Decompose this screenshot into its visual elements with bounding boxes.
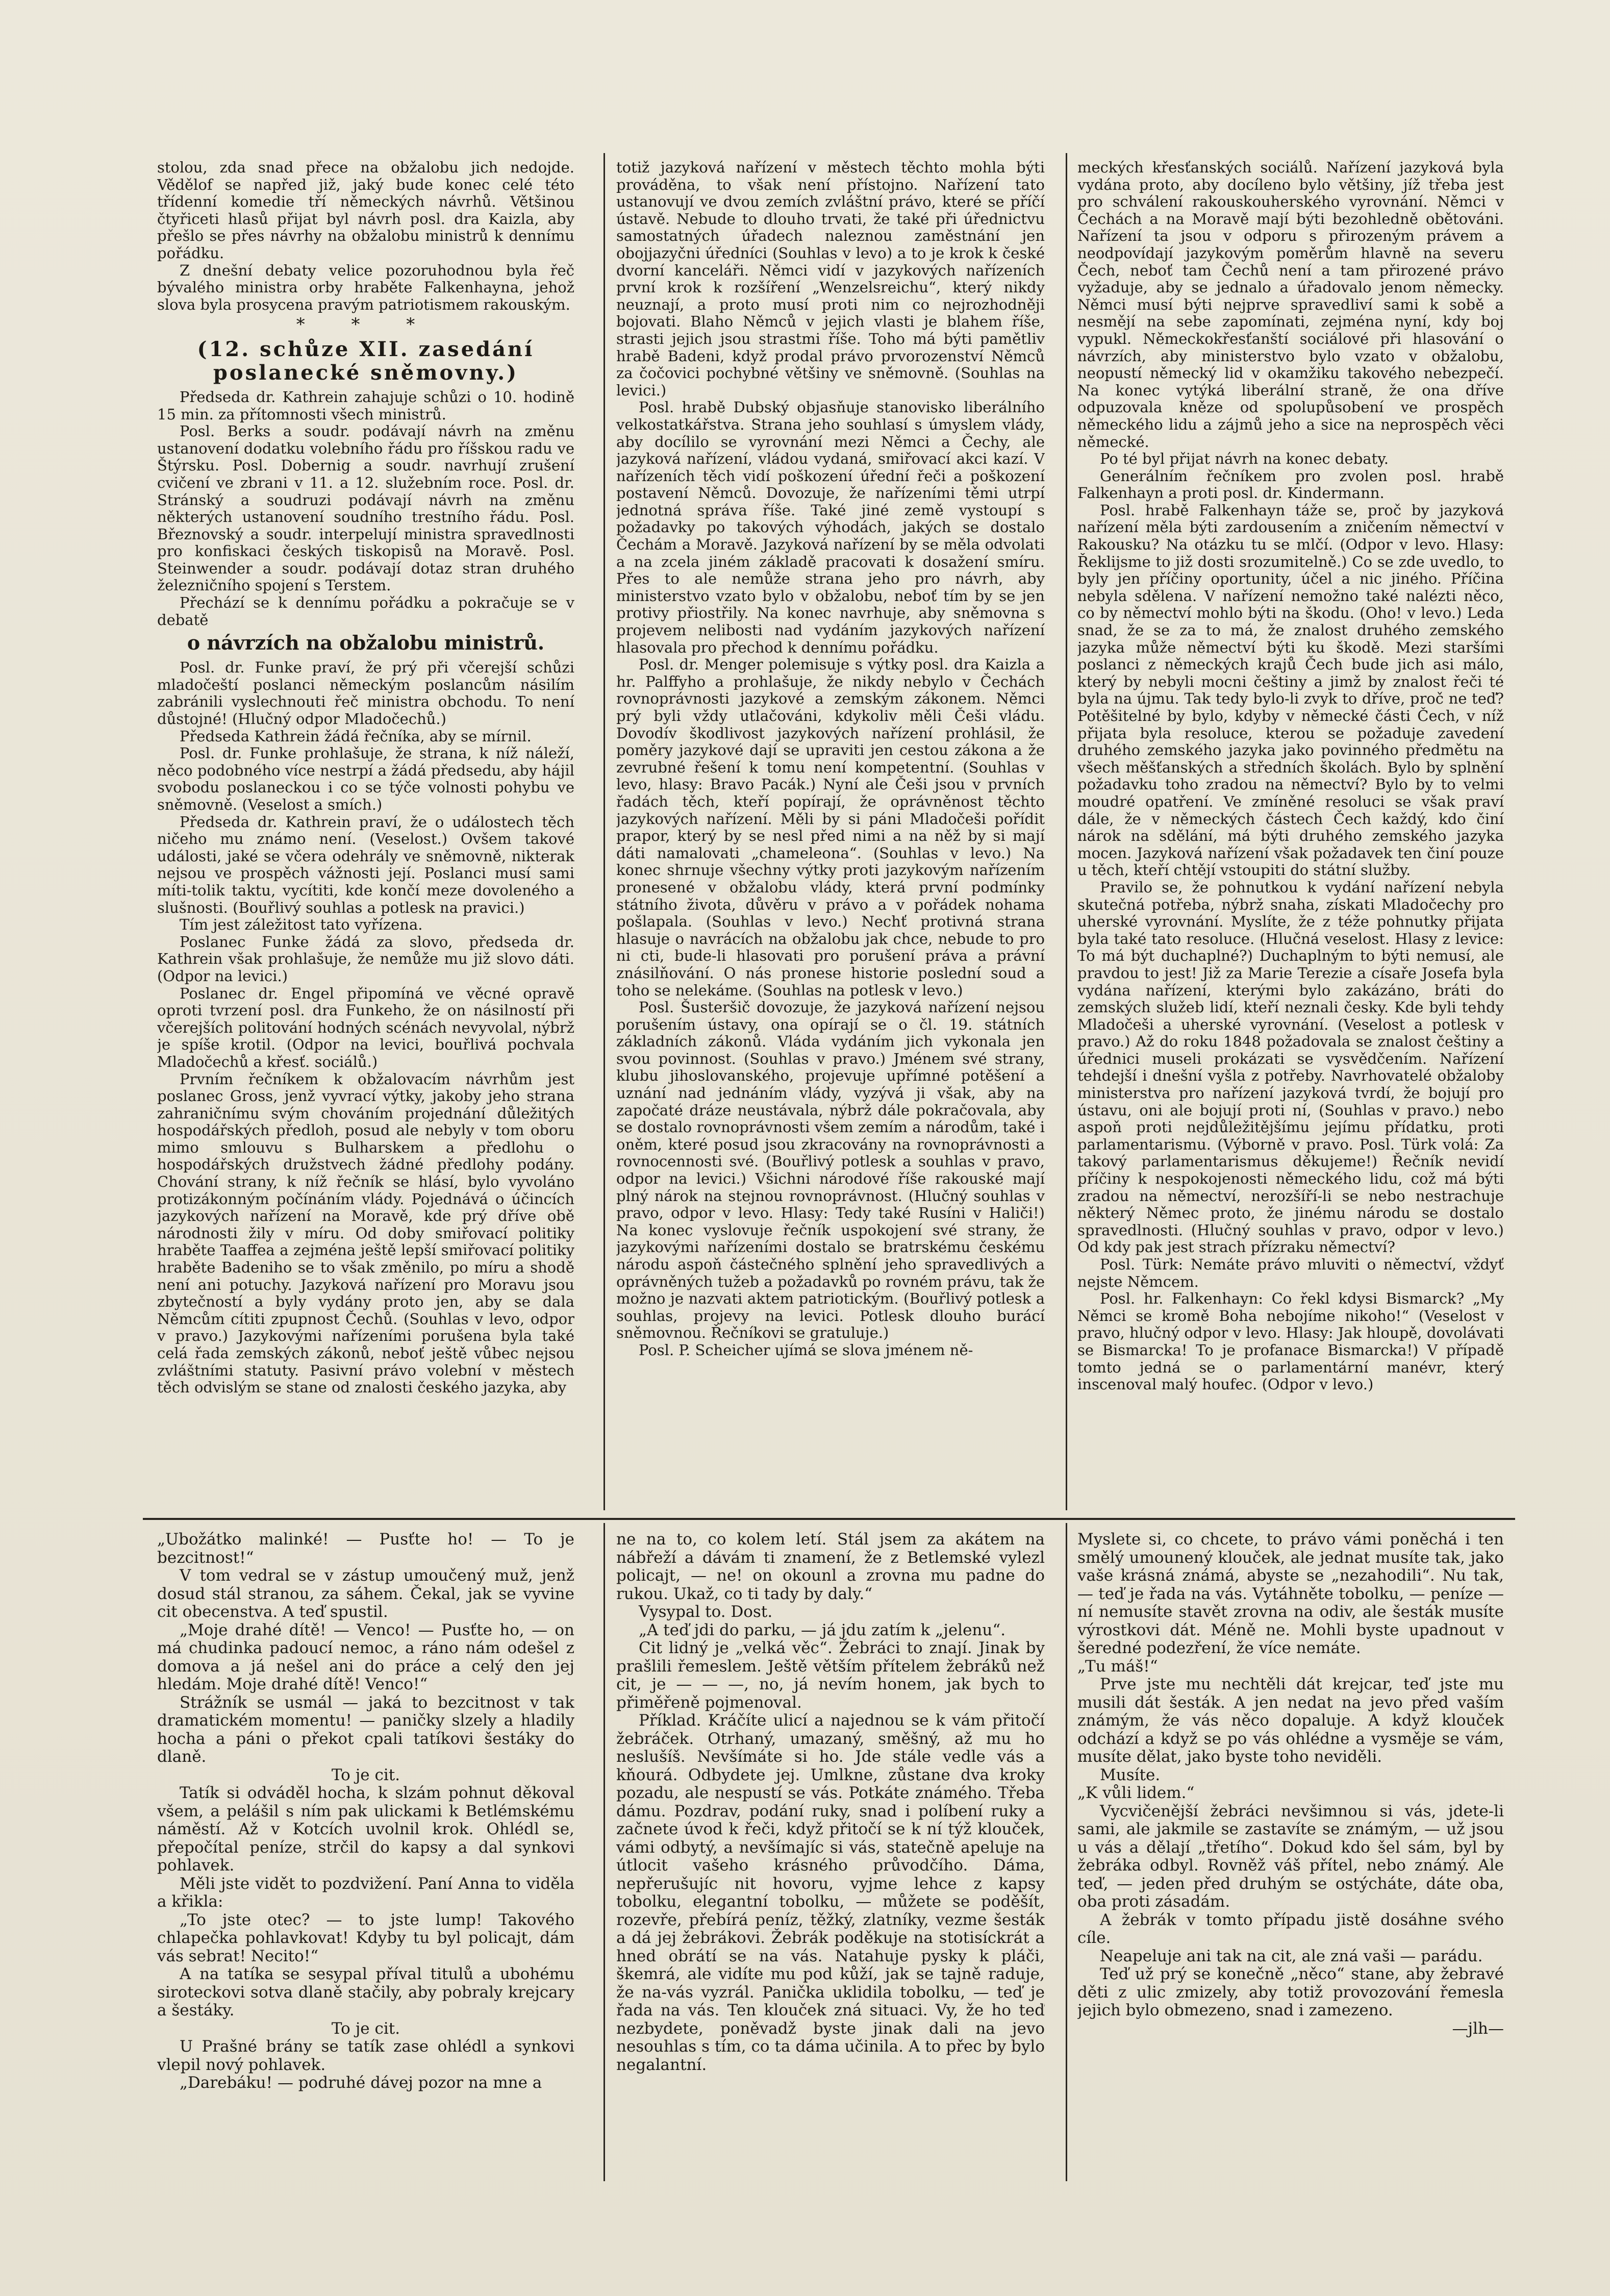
paragraph: „K vůli lidem.“: [1077, 1784, 1195, 1802]
feuilleton-column-3: [1077, 1531, 1504, 2179]
feuilleton-column-1: [157, 1531, 574, 2179]
paragraph: Přechází se k dennímu pořádku a pokračuje se v debatě: [157, 594, 574, 629]
paragraph: ne na to, co kolem letí. Stál jsem za akátem na nábřeží a dávám ti znamení, že z Betlemské vylezl policajt, — ne! on okounl a zrovna mu padne do rukou. Ukaž, co ti tady by daly.“: [616, 1531, 1045, 1603]
paragraph: —jlh—: [1452, 2019, 1504, 2038]
paragraph: „Moje drahé dítě! — Venco! — Pusťte ho, — on má chudinka padoucí nemoc, a ráno nám odešel z domova a já nešel ani do práce a celý den jej hledám. Moje drahé dítě! Venco!“: [157, 1620, 574, 1693]
article-column-3: [1077, 159, 1504, 1502]
paragraph: Předseda Kathrein žádá řečníka, aby se mírnil.: [180, 727, 532, 745]
paragraph: „Tu máš!“: [1077, 1657, 1158, 1676]
feuilleton-divider: [143, 1518, 1515, 1520]
paragraph: Strážník se usmál — jaká to bezcitnost v tak dramatickém momentu! — paničky slzely a hladily hocha a páni o překot cpali tatíkovi šestáky do dlaně.: [157, 1693, 574, 1766]
paragraph: „Darebáku! — podruhé dávej pozor na mne a: [180, 2074, 542, 2092]
paragraph: Generálním řečníkem pro zvolen posl. hrabě Falkenhayn a proti posl. dr. Kindermann.: [1077, 467, 1504, 502]
paragraph: V tom vedral se v zástup umoučený muž, jenž dosud stál stranou, za sáhem. Čekal, jak se vyvine cit obecenstva. A teď spustil.: [157, 1566, 574, 1621]
section-heading: (12. schůze XII. zasedání poslanecké sněmovny.): [197, 337, 535, 385]
paragraph: Musíte.: [1100, 1765, 1161, 1784]
paragraph: Posl. hrabě Falkenhayn táže se, proč by jazyková nařízení měla býti zardousením a zničením němectví v Rakousku? Na otázku tu se mlčí. (Odpor v levo. Hlasy: Řeklijsme to již dosti srozumitelně.) Co se zde uvedlo, to byly jen příčiny oportunity, účel a nic jiného. Příčina nebyla sdělena. V nařízení nemožno také nalézti něco, co by němectví mohlo býti na škodu. (Oho! v levo.) Leda snad, že se za to má, že znalost druhého zemského jazyka může němectví býti ku škodě. Mezi staršími poslanci z německých krajů Čech bude jich asi málo, který by nebyli mocni češtiny a jimž by znalost řeči té byla na újmu. Tak tedy bylo-li zvyk to dříve, proč ne teď? Potěšitelné by bylo, kdyby v německé části Čech, v níž přijata byla resoluce, kterou se požaduje zavedení druhého zemského jazyka jako povinného předmětu na všech měšťanských a středních školách. Bylo by splnění požadavku toho zradou na němectví? Bylo by to velmi moudré opatření. Ve zmíněné resoluci se však praví dále, že v německých částech Čech každý, kdo činí nárok na sdělání, má býti druhého zemského jazyka mocen. Jazyková nařízení však požadavek ten činí pouze u těch, kteří chtějí vstoupiti do státní služby.: [1077, 501, 1504, 879]
paragraph: Po té byl přijat návrh na konec debaty.: [1100, 450, 1389, 468]
paragraph: Posl. P. Scheicher ujímá se slova jménem ně-: [639, 1341, 973, 1359]
paragraph: „Ubožátko malinké! — Pusťte ho! — To je bezcitnost!“: [157, 1531, 574, 1567]
paragraph: Posl. dr. Menger polemisuje s výtky posl. dra Kaizla a hr. Palffyho a prohlašuje, že nikdy nebylo v Čechách rovnoprávnosti jazykové a zemským zákonem. Němci prý byli vždy utlačováni, kdykoliv měli Češi vládu. Dovodív škodlivost jazykových nařízení prohlásil, že poměry jazykové dají se upraviti jen cestou zákona a že zevrubné řešení k tomu není kompetentní. (Souhlas v levo, hlasy: Bravo Pacák.) Nyní ale Češi jsou v prvních řadách těch, kteří popírají, že oprávněnost těchto jazykových nařízení. Měli by si páni Mladočeši pořídit prapor, který by se nesl před nimi a na něž by si mají dáti namalovati „chameleona“. (Souhlas v levo.) Na konec shrnuje všechny výtky proti jazykovým nařízením pronesené v obžalobu vlády, která první podmínky státního života, důvěru v právo a v pořádek nohama pošlapala. (Souhlas v levo.) Nechť protivná strana hlasuje o navrácích na obžalobu jak chce, nebude to pro ni cti, bude-li hlasovati pro porušení práva a právní znásilňování. O nás pronese historie poslední soud a toho se nelekáme. (Souhlas na potlesk v levo.): [616, 656, 1045, 999]
paragraph: Poslanec dr. Engel připomíná ve věcné opravě oproti tvrzení posl. dra Funkeho, že on násilností při včerejších politování hodných scénách nevyvolal, nýbrž je spíše krotil. (Odpor na levici, bouřlivá pochvala Mladočechů a křesť. sociálů.): [157, 984, 574, 1070]
paragraph: Tím jest záležitost tato vyřízena.: [180, 916, 423, 934]
paragraph: Neapeluje ani tak na cit, ale zná vaši — parádu.: [1100, 1946, 1483, 1965]
paragraph: A na tatíka se sesypal příval titulů a ubohému siroteckovi sotva dlaně stačily, aby pobraly krejcary a šestáky.: [157, 1965, 574, 2019]
paragraph: Měli jste vidět to pozdvižení. Paní Anna to viděla a křikla:: [157, 1874, 574, 1911]
paragraph: Posl. dr. Funke praví, že prý při včerejší schůzi mladočeští poslanci německým poslancům násilím zabránili vyslechnouti řeč ministra obchodu. To není důstojné! (Hlučný odpor Mladočechů.): [157, 659, 574, 728]
column-divider: [603, 1523, 605, 2181]
paragraph: totiž jazyková nařízení v městech těchto mohla býti prováděna, to však není přístojno. Nařízení tato ustanovují ve dvou zemích zvláštní právo, které se příčí ústavě. Nebude to dlouho trvati, že také při úřednictvu samostatných úřadech naleznou zaměstnání jen obojjazyčni úředníci (Souhlas v levo) a to je krok k české dvorní kanceláři. Němci vidí v jazykových nařízeních první krok k rozšíření „Wenzelsreichu“, který nikdy neuznají, a proto musí proti nim co nejrozhodněji bojovati. Blaho Němců v jejich vlasti je blahem říše, strasti jejich jsou strastmi říše. Toho má býti pamětliv hrabě Badeni, když prodal právo prvorozenství Němců za čočovici pochybné většiny ve sněmovně. (Souhlas na levici.): [616, 159, 1045, 399]
column-divider: [603, 153, 605, 1510]
paragraph: Předseda dr. Kathrein praví, že o událostech těch ničeho mu známo není. (Veselost.) Ovšem takové události, jaké se včera odehrály ve sněmovně, nikterak nejsou ve prospěch vážnosti její. Poslanci musí sami míti-tolik taktu, vycítiti, kde končí meze dovoleného a slušnosti. (Bouřlivý souhlas a potlesk na pravici.): [157, 813, 574, 916]
paragraph: To je cit.: [331, 2019, 400, 2038]
paragraph: Příklad. Kráčíte ulicí a najednou se k vám přitočí žebráček. Otrhaný, umazaný, směšný, až mu ho neslušíš. Nevšímáte si ho. Jde stále vedle vás a kňourá. Odbydete jej. Umlkne, zůstane dva kroky pozadu, ale nespustí se vás. Potkáte známého. Třeba dámu. Pozdrav, podání ruky, snad i políbení ruky a začnete úvod k řeči, když přitočí se k ní týž klouček, vámi odbytý, a nevšímajíc si vás, statečně apeluje na útlocit vašeho krásného průvodčího. Dáma, nepřerušujíc nit hovoru, vyjme lehce z kapsy tobolku, elegantní tobolku, — můžete se poděšít, rozevře, přebírá peníz, těžký, zlatníky, vezme šesták a dá jej žebrákovi. Žebrák poděkuje na stotisíckrát a hned obrátí se na vás. Natahuje pysky k pláči, škemrá, ale vidíte mu pod kůží, jak se tajně raduje, že na-vás vyzrál. Panička uklidila tobolku, — teď je řada na vás. Ten klouček zná situaci. Vy, že ho teď nezbydete, poněvadž byste jinak dali na jevo nesouhlas s tím, co ta dáma učinila. A to přec by bylo negalantní.: [616, 1711, 1045, 2074]
paragraph: Vycvičenější žebráci nevšimnou si vás, jdete-li sami, ale jakmile se zastavíte se známým, — už jsou u vás a dělají „třetího“. Dokud kdo šel sám, byl by žebráka odbyl. Rovněž váš přítel, nebo známý. Ale teď, — jeden před druhým se ostýcháte, dáte oba, oba proti zásadám.: [1077, 1802, 1504, 1911]
paragraph: Prve jste mu nechtěli dát krejcar, teď jste mu musili dát šesták. A jen nedat na jevo před vaším známým, že vás něco dopaluje. A když klouček odchází a když se po vás ohlédne a vysměje se vám, musíte dělat, jako byste toho neviděli.: [1077, 1675, 1504, 1766]
paragraph: Pravilo se, že pohnutkou k vydání nařízení nebyla skutečná potřeba, nýbrž snaha, získati Mladočechy pro uherské vyrovnání. Myslíte, že z téže pohnutky přijata byla také tato resoluce. (Hlučná veselost. Hlasy z levice: To má být duchaplné?) Duchaplným to býti nemusí, ale pravdou to jest! Již za Marie Terezie a císaře Josefa byla vydána nařízení, kterými bylo zakázáno, bráti do zemských služeb lidí, kteří neznali česky. Kde byli tehdy Mladočeši a uherské vyrovnání. (Veselost a potlesk v pravo.) Až do roku 1848 požadovala se znalost češtiny a úřednici museli prokázati se vysvědčením. Nařízení tehdejší i dnešní vyšla z potřeby. Navrhovatelé obžaloby ministerstva pro nařízení jazyková tvrdí, že bojují pro ústavu, oni ale bojují proti ní, (Souhlas v pravo.) nebo aspoň proti nejdůležitějšímu jejímu přídatku, proti parlamentarismu. (Výborně v pravo. Posl. Türk volá: Za takový parlamentarismus děkujeme!) Řečník nevidí příčiny k nespokojenosti německého lidu, což má býti zradou na němectví, nerozšíří-li se nebo nestrachuje některý Němec proto, že jinému národu se dostalo spravedlnosti. (Hlučný souhlas v pravo, odpor v levo.) Od kdy pak jest strach přízraku němectví?: [1077, 878, 1504, 1256]
article-column-2: [616, 159, 1045, 1502]
paragraph: Posl. Berks a soudr. podávají návrh na změnu ustanovení dodatku volebního řádu pro říšskou radu ve Štýrsku. Posl. Dobernig a soudr. navrhují zrušení cvičení ve zbrani v 11. a 12. služebním roce. Posl. dr. Stránský a soudruzi podávají návrh na změnu některých ustanovení soudního trestního řádu. Posl. Březnovský a soudr. interpelují ministra spravedlnosti pro konfiskaci českých tiskopisů na Moravě. Posl. Steinwender a soudr. podávají dotaz stran druhého železničního spojení s Terstem.: [157, 422, 574, 594]
paragraph: stolou, zda snad přece na obžalobu jich nedojde. Vědělof se napřed již, jaký bude konec celé této třídenní komedie tří německých návrhů. Většinou čtyřiceti hlasů přijat byl návrh posl. dra Kaizla, aby přešlo se přes návrhy na obžalobu ministrů k dennímu pořádku.: [157, 159, 574, 262]
paragraph: A žebrák v tomto případu jistě dosáhne svého cíle.: [1077, 1910, 1504, 1947]
paragraph: Předseda dr. Kathrein zahajuje schůzi o 10. hodině 15 min. za přítomnosti všech ministrů.: [157, 388, 574, 423]
paragraph: meckých křesťanských sociálů. Nařízení jazyková byla vydána proto, aby docíleno bylo většiny, jíž třeba jest pro schválení rakouskouherského vyrovnání. Němci v Čechách a na Moravě mají býti bezohledně obětováni. Nařízení ta jsou v odporu s přirozeným právem a neodpovídají jazykovým poměrům hlavně na severu Čech, neboť tam Čechů není a tam přirozené právo vyžaduje, aby se jednalo a úřadovalo jenom německy. Němci musí býti nejprve spravedliví sami k sobě a nesmějí na sebe zapomínati, zejména nyní, kdy boj vypukl. Německokřesťanští sociálové při hlasování o návrzích, aby ministerstvo bylo vzato v obžalobu, neopustí německý lid v okamžiku takového nebezpečí. Na konec vytýká liberální straně, že ona dříve odpuzovala kněze od spolupůsobení ve prospěch německého lidu a zájmů jeho a sice na neprospěch věci německé.: [1077, 159, 1504, 451]
section-heading: o návrzích na obžalobu ministrů.: [187, 631, 545, 655]
paragraph: Poslanec Funke žádá za slovo, předseda dr. Kathrein však prohlašuje, že nemůže mu již slovo dáti. (Odpor na levici.): [157, 933, 574, 985]
column-divider: [1066, 153, 1067, 1510]
paragraph: Vysypal to. Dost.: [639, 1603, 773, 1621]
paragraph: Z dnešní debaty velice pozoruhodnou byla řeč bývalého ministra orby hraběte Falkenhayna, jehož slova byla prosycena pravým patriotismem rakouským.: [157, 261, 574, 313]
paragraph: U Prašné brány se tatík zase ohlédl a synkovi vlepil nový pohlavek.: [157, 2037, 574, 2074]
paragraph: Tatík si odváděl hocha, k slzám pohnut děkoval všem, a pelášil s ním pak ulickami k Betlémskému náměstí. Až v Kotcích uvolnil krok. Ohlédl se, přepočítal peníze, strčil do kapsy a dal synkovi pohlavek.: [157, 1784, 574, 1875]
paragraph: Posl. hr. Falkenhayn: Co řekl kdysi Bismarck? „My Němci se kromě Boha nebojíme nikoho!“ (Veselost v pravo, hlučný odpor v levo. Hlasy: Jak hloupě, dovolávati se Bismarcka! To je profanace Bismarcka!) V případě tomto jedná se o parlamentární manévr, který inscenoval malý houfec. (Odpor v levo.): [1077, 1290, 1504, 1393]
feuilleton-column-2: [616, 1531, 1045, 2179]
paragraph: „To jste otec? — to jste lump! Takového chlapečka pohlavkovat! Kdyby tu byl policajt, dám vás sebrat! Necito!“: [157, 1910, 574, 1965]
paragraph: Posl. Šusteršič dovozuje, že jazyková nařízení nejsou porušením ústavy, ona opírají se o čl. 19. státních základních zákonů. Vláda vydáním jich vykonala jen svou povinnost. (Souhlas v pravo.) Jménem své strany, klubu jihoslovanského, projevuje upřímné potěšení a uznání nad jednáním vlády, vyzývá ji však, aby na započaté dráze neustávala, nýbrž dále pokračovala, aby se dostalo rovnoprávnosti všem zemím a národům, také i oněm, které posud jsou zkracovány na rovnoprávnosti a rovnocennosti své. (Bouřlivý potlesk a souhlas v pravo, odpor na levici.) Všichni národové říše rakouské mají plný nárok na stejnou rovnoprávnost. (Hlučný souhlas v pravo, odpor v levo. Hlasy: Tedy také Rusíni v Haliči!) Na konec vyslovuje řečník uspokojení své strany, že jazykovými nařízeními dostalo se bratrskému českému národu aspoň částečného splnění jeho spravedlivých a oprávněných tužeb a požadavků po rovném právu, tak že možno je nazvati aktem patriotickým. (Bouřlivý potlesk a souhlas, projevy na levici. Potlesk dlouho burácí sněmovnou. Řečníkovi se gratuluje.): [616, 999, 1045, 1342]
column-divider: [1066, 1523, 1067, 2181]
paragraph: Posl. Türk: Nemáte právo mluviti o němectví, vždyť nejste Němcem.: [1077, 1256, 1504, 1290]
paragraph: To je cit.: [331, 1765, 400, 1784]
paragraph: Prvním řečníkem k obžalovacím návrhům jest poslanec Gross, jenž vyvrací výtky, jakoby jeho strana zahraničnímu svým chováním projednání důležitých hospodářských předloh, posud ale nebyly v tom oboru mimo smlouvu s Bulharskem a předlohu o hospodářských družstvech žádné předlohy podány. Chování strany, k níž řečník se hlásí, bylo vyvoláno protizákonným počínáním vlády. Pojednává o účincích jazykových nařízení na Moravě, kde prý dříve obě národnosti žily v míru. Od doby smiřovací politiky hraběte Taaffea a zejména ještě lepší smiřovací politiky hraběte Badeniho se to však změnilo, po míru a shodě není ani potuchy. Jazyková nařízení pro Moravu jsou zbytečností a byly vydány proto jen, aby se dala Němcům cítiti zpupnost Čechů. (Souhlas v levo, odpor v pravo.) Jazykovými nařízeními porušena byla také celá řada zemských zákonů, neboť ještě vůbec nejsou zvláštními statuty. Pasivní právo volební v městech těch odvislým se stane od znalosti českého jazyka, aby: [157, 1070, 574, 1396]
article-column-1: [157, 159, 574, 1502]
paragraph: Posl. dr. Funke prohlašuje, že strana, k níž náleží, něco podobného více nestrpí a žádá předsedu, aby hájil svobodu poslaneckou i co se týče volnosti pohybu ve sněmovně. (Veselost a smích.): [157, 744, 574, 813]
paragraph: Posl. hrabě Dubský objasňuje stanovisko liberálního velkostatkářstva. Strana jeho souhlasí s úmyslem vlády, aby docílilo se vyrovnání mezi Němci a Čechy, ale jazyková nařízení, vládou vydaná, smiřovací akci kazí. V nařízeních těch vidí poškození úřední řeči a poškození postavení Němců. Dovozuje, že nařízeními těmi utrpí jednotná správa říše. Také jiné země vystoupí s požadavky po takových výhodách, jakých se dostalo Čechám a Moravě. Jazyková nařízení by se měla odvolati a na zcela jiném základě pracovati k dosažení smíru. Přes to ale nemůže strana jeho pro návrh, aby ministerstvo vzato bylo v obžalobu, neboť tím by se jen protivy přiostřily. Na konec navrhuje, aby sněmovna s projevem nelibosti nad vydáním jazykových nařízení hlasovala pro přechod k dennímu pořádku.: [616, 398, 1045, 656]
paragraph: Cit lidný je „velká věc“. Žebráci to znají. Jinak by prašlili řemeslem. Ještě větším přítelem žebráků než cit, je — — —, no, já nevím honem, jak bych to přiměřeně pojmenoval.: [616, 1639, 1045, 1712]
paragraph: „A teď jdi do parku, — já jdu zatím k „jelenu“.: [639, 1620, 1006, 1639]
paragraph: * * *: [296, 314, 436, 335]
paragraph: Myslete si, co chcete, to právo vámi poněchá i ten smělý umounený klouček, ale jednat musíte tak, jako vaše krásná známá, abyste se „nezahodili“. Nu tak, — teď je řada na vás. Vytáhněte tobolku, — peníze — ní nemusíte stavět zrovna na odiv, ale šesták musíte výrostkovi dát. Méně ne. Mohli byste upadnout v šeredné podezření, že více nemáte.: [1077, 1531, 1504, 1657]
paragraph: Teď už prý se konečně „něco“ stane, aby žebravé děti z ulic zmizely, aby totiž provozování řemesla jejich bylo obmezeno, snad i zamezeno.: [1077, 1965, 1504, 2019]
